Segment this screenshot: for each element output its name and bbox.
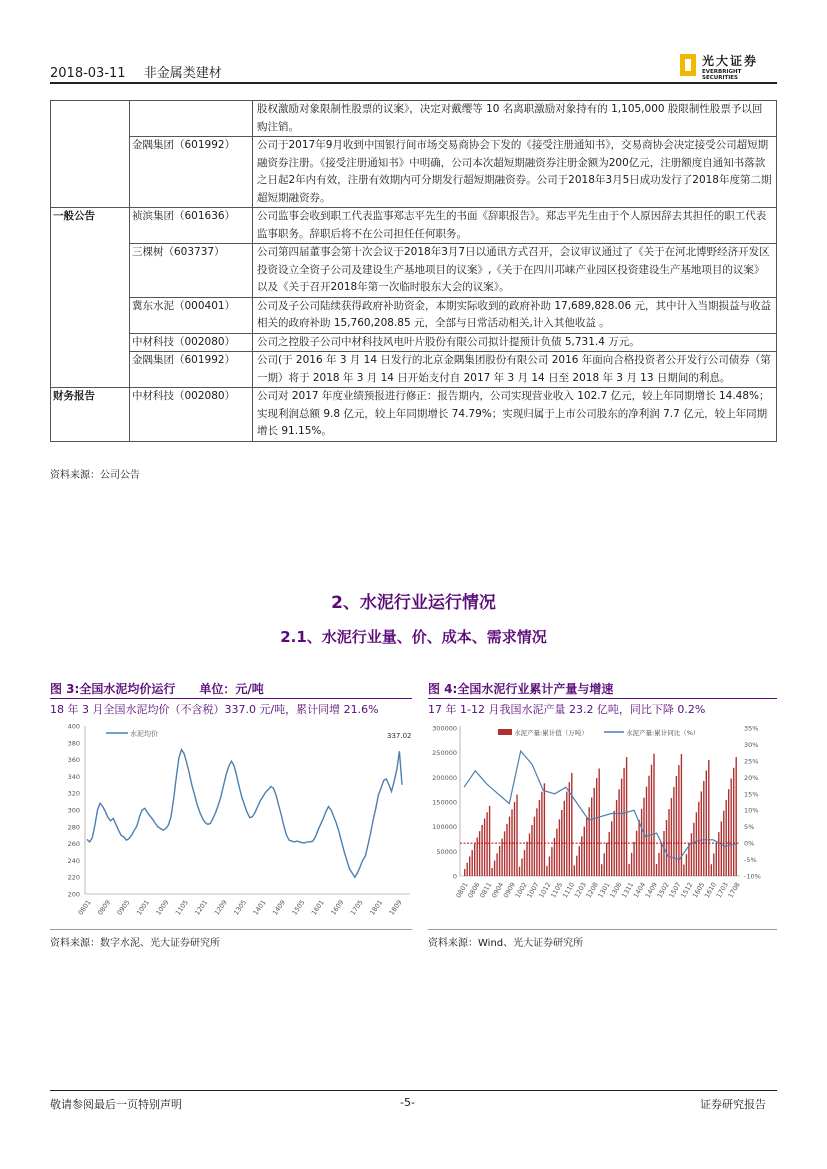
- fig3-x-tick-label: 1705: [348, 898, 365, 917]
- fig4-bar: [481, 825, 482, 876]
- fig4-bar: [491, 868, 492, 876]
- fig4-bar: [646, 787, 647, 876]
- fig4-bar: [569, 782, 570, 876]
- fig4-bar: [736, 757, 737, 876]
- table-cell-company: 冀东水泥（000401）: [130, 297, 253, 333]
- table-cell-company: 祯滨集团（601636）: [130, 208, 253, 244]
- fig4-bar: [472, 850, 473, 876]
- fig3-series-line: [87, 750, 402, 878]
- fig4-bar: [718, 832, 719, 876]
- fig3-title: 图 3:全国水泥均价运行 单位：元/吨: [50, 682, 264, 696]
- fig4-x-tick-label: 0811: [478, 881, 494, 900]
- footer-disclaimer: 敬请参阅最后一页特别声明: [50, 1098, 182, 1111]
- fig4-bar: [728, 789, 729, 876]
- fig4-x-tick-label: 0909: [501, 881, 518, 900]
- fig4-chart: [428, 716, 777, 928]
- fig4-bar: [638, 820, 639, 876]
- fig3-y-tick-label: 320: [67, 789, 80, 798]
- fig4-bar: [616, 800, 617, 876]
- fig4-bar: [663, 831, 664, 876]
- fig4-y-tick-label-left: 250000: [432, 749, 457, 758]
- fig3-y-tick-label: 260: [67, 840, 80, 849]
- report-date: 2018-03-11: [50, 66, 126, 81]
- fig3-y-tick-label: 400: [67, 722, 80, 731]
- fig4-bar: [676, 776, 677, 876]
- fig3-bottom-rule: [50, 929, 412, 930]
- fig3-x-tick-label: 1001: [134, 898, 151, 917]
- fig3-x-tick-label: 1105: [173, 898, 190, 917]
- fig4-bar: [648, 776, 649, 876]
- fig4-bar: [519, 867, 520, 876]
- fig4-bar: [643, 798, 644, 876]
- logo: [680, 52, 777, 80]
- fig4-legend-bar-swatch: [498, 729, 512, 735]
- fig4-x-tick-label: 1311: [620, 881, 636, 900]
- fig4-bar: [706, 771, 707, 877]
- fig3-chart: [50, 716, 412, 928]
- fig3-y-tick-label: 200: [67, 890, 80, 899]
- fig4-bar: [713, 854, 714, 877]
- fig4-bar: [623, 768, 624, 876]
- fig4-bar: [688, 844, 689, 876]
- fig4-x-tick-label: 1306: [608, 881, 624, 900]
- logo-en: EVERBRIGHT SECURITIES: [702, 69, 742, 81]
- fig4-bar: [526, 842, 527, 876]
- fig4-bar: [486, 812, 487, 876]
- fig4-bar: [544, 783, 545, 876]
- fig4-y-tick-label-right: 10%: [744, 806, 759, 815]
- fig4-bar: [708, 760, 709, 876]
- fig4-bar: [633, 842, 634, 876]
- fig4-bar: [733, 768, 734, 876]
- fig4-bar: [611, 821, 612, 876]
- fig4-bar: [653, 754, 654, 876]
- fig4-bar: [546, 866, 547, 876]
- fig4-bar: [516, 795, 517, 876]
- table-cell-type: [51, 101, 130, 208]
- fig3-annotation: 337.02: [387, 732, 412, 740]
- fig3-x-tick-label: 1009: [154, 898, 171, 917]
- fig4-title: 图 4:全国水泥行业累计产量与增速: [428, 682, 614, 696]
- fig4-bar: [494, 861, 495, 876]
- announcements-table: [50, 100, 777, 442]
- fig4-source: 资料来源：Wind、光大证券研究所: [428, 938, 584, 949]
- fig4-bar: [696, 812, 697, 876]
- fig4-bar: [693, 823, 694, 876]
- table-row: [51, 297, 777, 333]
- fig3-y-tick-label: 280: [67, 823, 80, 832]
- fig4-bar: [673, 787, 674, 876]
- table-row: [51, 388, 777, 442]
- fig4-bar: [668, 809, 669, 876]
- fig4-bar: [711, 864, 712, 876]
- fig4-bar: [531, 825, 532, 876]
- fig4-bar: [606, 843, 607, 876]
- fig4-bar: [469, 856, 470, 876]
- fig4-x-tick-label: 1002: [513, 881, 529, 900]
- table-cell-type: 财务报告: [51, 388, 130, 442]
- table-cell-company: 三棵树（603737）: [130, 244, 253, 298]
- fig4-bar: [509, 817, 510, 876]
- section-heading: 2、水泥行业运行情况: [331, 593, 496, 613]
- table-cell-content: 公司及子公司陆续获得政府补助资金，本期实际收到的政府补助 17,689,828.06 元，其中计入当期损益与收益相关的政府补助 15,760,208.85 元，全部与日常活动相关,计入其他收益 。: [253, 297, 777, 333]
- table-row: [51, 352, 777, 388]
- fig4-bar: [529, 833, 530, 876]
- fig4-bar: [534, 817, 535, 876]
- table-cell-content: 股权激励对象限制性股票的议案》，决定对戴缨等 10 名离职激励对象持有的 1,105,000 股限制性股票予以回购注销。: [253, 101, 777, 137]
- fig3-x-tick-label: 1809: [387, 898, 404, 917]
- fig3-x-tick-label: 1201: [193, 898, 210, 917]
- fig4-x-tick-label: 1208: [584, 881, 600, 900]
- fig3-x-tick-label: 0809: [96, 898, 113, 917]
- fig4-bar: [514, 802, 515, 876]
- fig4-bar: [579, 846, 580, 876]
- fig4-y-tick-label-left: 0: [452, 872, 457, 881]
- fig3-y-tick-label: 340: [67, 772, 80, 781]
- fig4-bar: [591, 798, 592, 877]
- fig4-bar: [594, 788, 595, 876]
- fig4-bar: [604, 854, 605, 877]
- logo-mark-icon: [680, 54, 696, 76]
- fig4-x-tick-label: 1404: [631, 881, 648, 900]
- fig4-bar: [589, 807, 590, 876]
- fig4-y-tick-label-left: 100000: [432, 823, 457, 832]
- table-row: [51, 208, 777, 244]
- fig4-x-tick-label: 1512: [679, 881, 695, 900]
- fig4-bar: [521, 859, 522, 877]
- fig4-title-rule: [428, 698, 777, 699]
- fig4-y-tick-label-right: 5%: [744, 823, 755, 832]
- fig4-bar: [549, 857, 550, 877]
- fig4-x-tick-label: 1605: [691, 881, 707, 900]
- table-row: [51, 244, 777, 298]
- fig3-title-rule: [50, 698, 412, 699]
- footer-page-number: -5-: [400, 1096, 415, 1109]
- fig3-x-tick-label: 1305: [232, 898, 249, 917]
- fig4-x-tick-label: 1012: [537, 881, 553, 900]
- fig4-y-tick-label-right: 20%: [744, 773, 759, 782]
- fig4-y-tick-label-right: 15%: [744, 790, 759, 799]
- fig4-subtitle: 17 年 1-12 月我国水泥产量 23.2 亿吨，同比下降 0.2%: [428, 703, 706, 716]
- fig4-bar: [631, 853, 632, 876]
- fig4-bar: [618, 789, 619, 876]
- fig4-bar: [496, 853, 497, 876]
- fig4-bar: [641, 809, 642, 876]
- fig4-bar: [566, 792, 567, 877]
- fig3-y-tick-label: 300: [67, 806, 80, 815]
- fig4-bar: [584, 827, 585, 876]
- fig4-bar: [628, 864, 629, 876]
- fig4-bar: [564, 801, 565, 876]
- fig4-y-tick-label-left: 300000: [432, 724, 457, 733]
- fig4-bar: [489, 806, 490, 876]
- fig4-x-tick-label: 1708: [726, 881, 742, 900]
- fig4-bar: [656, 864, 657, 876]
- fig4-bar: [686, 854, 687, 876]
- fig4-y-tick-label-right: -10%: [744, 872, 761, 881]
- fig4-bar: [658, 853, 659, 876]
- fig4-bar: [726, 800, 727, 876]
- footer-divider: [50, 1090, 777, 1091]
- fig4-bar: [464, 869, 465, 876]
- report-sector: 非金属类建材: [143, 66, 222, 81]
- fig3-x-tick-label: 0801: [76, 898, 93, 917]
- fig4-bar: [581, 836, 582, 876]
- fig4-bottom-rule: [428, 929, 777, 930]
- fig4-x-tick-label: 1110: [560, 881, 577, 900]
- fig4-x-tick-label: 1409: [643, 881, 659, 900]
- fig3-y-tick-label: 220: [67, 873, 80, 882]
- fig4-bar: [554, 838, 555, 876]
- fig4-y-tick-label-right: -5%: [744, 856, 757, 865]
- fig4-bar: [506, 824, 507, 876]
- fig4-bar: [539, 800, 540, 876]
- fig4-bar: [609, 832, 610, 876]
- fig4-bar: [671, 798, 672, 876]
- fig3-y-tick-label: 360: [67, 756, 80, 765]
- fig3-x-tick-label: 1601: [309, 898, 326, 917]
- table-cell-company: 中材科技（002080）: [130, 333, 253, 352]
- fig4-bar: [666, 820, 667, 876]
- fig4-x-tick-label: 1203: [572, 881, 588, 900]
- fig4-bar: [661, 842, 662, 876]
- fig4-bar: [556, 829, 557, 876]
- fig4-y-tick-label-right: 25%: [744, 757, 759, 766]
- fig4-x-tick-label: 1105: [549, 881, 565, 900]
- fig4-bar: [504, 831, 505, 876]
- fig4-bar: [551, 847, 552, 876]
- fig4-bar: [511, 809, 512, 876]
- fig4-bar: [596, 778, 597, 876]
- fig4-y-tick-label-left: 150000: [432, 798, 457, 807]
- table-cell-company: 中材科技（002080）: [130, 388, 253, 442]
- logo-cn: 光大证券: [702, 54, 759, 68]
- table-cell-company: 金隅集团（601992）: [130, 352, 253, 388]
- fig3-x-tick-label: 1409: [270, 898, 288, 917]
- table-cell-content: 公司于2017年9月收到中国银行间市场交易商协会下发的《接受注册通知书》，交易商协会决定接受公司超短期融资券注册。《接受注册通知书》中明确，公司本次超短期融资券注册金额为200亿元，注册额度自通知书落款之日起2年内有效，注册有效期内可分期发行超短期融资券。公司于2018年3月5日成功发行了2018年度第二期超短期融资券。: [253, 137, 777, 208]
- fig4-bar: [574, 865, 575, 876]
- table-cell-content: 公司(于 2016 年 3 月 14 日发行的北京金隅集团股份有限公司 2016 年面向合格投资者公开发行公司债券（第一期）将于 2018 年 3 月 14 日开始支付自 2017 年 3 月 14 日至 2018 年 3 月 13 日期间的利息。: [253, 352, 777, 388]
- fig4-bar: [651, 765, 652, 876]
- fig4-bar: [621, 779, 622, 877]
- table-source: 资料来源：公司公告: [50, 470, 140, 481]
- table-row: [51, 101, 777, 137]
- fig4-bar: [541, 792, 542, 876]
- fig4-y-tick-label-left: 200000: [432, 773, 457, 782]
- fig4-bar: [691, 833, 692, 876]
- fig4-bar: [571, 773, 572, 876]
- fig3-subtitle: 18 年 3 月全国水泥均价（不含税）337.0 元/吨，累计同增 21.6%: [50, 703, 379, 716]
- fig3-y-tick-label: 380: [67, 739, 80, 748]
- table-cell-company: [130, 101, 253, 137]
- fig4-bar: [586, 817, 587, 876]
- fig4-x-tick-label: 1007: [525, 881, 541, 900]
- table-cell-content: 公司对 2017 年度业绩预报进行修正：报告期内，公司实现营业收入 102.7 亿元，较上年同期增长 14.48%；实现利润总额 9.8 亿元，较上年同期增长 74.79%；实现归属于上市公司股东的净利润 7.7 亿元，较上年同期增长 91.15%。: [253, 388, 777, 442]
- table-cell-type: 一般公告: [51, 208, 130, 388]
- fig4-bar: [716, 843, 717, 876]
- table-cell-content: 公司之控股子公司中材科技风电叶片股份有限公司拟计提预计负债 5,731.4 万元。: [253, 333, 777, 352]
- fig4-bar: [636, 831, 637, 876]
- fig4-bar: [501, 839, 502, 876]
- fig4-x-tick-label: 0904: [490, 881, 506, 900]
- fig3-x-tick-label: 1801: [368, 898, 385, 917]
- fig3-legend-label: 水泥均价: [130, 730, 158, 738]
- fig4-bar: [536, 808, 537, 876]
- fig3-x-tick-label: 1209: [212, 898, 229, 917]
- fig4-bar: [703, 781, 704, 876]
- fig4-x-tick-label: 1507: [667, 881, 683, 900]
- fig4-x-tick-label: 1502: [655, 881, 671, 900]
- header-date-sector: [50, 62, 222, 81]
- fig4-legend-bar-label: 水泥产量:累计值（万吨）: [514, 729, 588, 737]
- fig4-bar: [701, 791, 702, 876]
- fig4-bar: [731, 779, 732, 877]
- fig4-y-tick-label-right: 0%: [744, 839, 755, 848]
- fig4-bar: [484, 819, 485, 876]
- fig4-bar: [626, 757, 627, 876]
- fig4-y-tick-label-right: 35%: [744, 724, 759, 733]
- table-cell-content: 公司第四届董事会第十次会议于2018年3月7日以通讯方式召开，会议审议通过了《关于在河北博野经济开发区投资设立全资子公司及建设生产基地项目的议案》,《关于在四川邛崃产业园区投资建设生产基地项目的议案》以及《关于召开2018年第一次临时股东大会的议案》。: [253, 244, 777, 298]
- fig4-y-tick-label-right: 30%: [744, 740, 759, 749]
- fig4-legend-line-label: 水泥产量:累计同比（%）: [626, 729, 700, 737]
- header-divider: [50, 82, 777, 84]
- fig3-x-tick-label: 0905: [115, 898, 132, 917]
- subsection-heading: 2.1、水泥行业量、价、成本、需求情况: [280, 628, 547, 646]
- table-cell-content: 公司监事会收到职工代表监事郑志平先生的书面《辞职报告》。郑志平先生由于个人原因辞去其担任的职工代表监事职务。辞职后将不在公司担任任何职务。: [253, 208, 777, 244]
- fig4-bar: [599, 769, 600, 877]
- fig4-bar: [499, 846, 500, 876]
- footer-report-type: 证券研究报告: [700, 1098, 766, 1111]
- fig4-bar: [683, 865, 684, 877]
- fig4-bar: [524, 850, 525, 876]
- table-row: [51, 137, 777, 208]
- fig4-bar: [559, 819, 560, 876]
- fig4-x-tick-label: 1301: [596, 881, 612, 900]
- fig3-source: 资料来源：数字水泥、光大证券研究所: [50, 938, 220, 949]
- fig4-bar: [698, 802, 699, 876]
- table-cell-company: 金隅集团（601992）: [130, 137, 253, 208]
- fig4-x-tick-label: 1610: [702, 881, 719, 900]
- fig4-bar: [601, 864, 602, 876]
- fig4-bar: [474, 844, 475, 876]
- fig3-x-tick-label: 1505: [290, 898, 307, 917]
- fig4-x-tick-label: 1703: [714, 881, 730, 900]
- fig3-x-tick-label: 1609: [329, 898, 346, 917]
- fig4-x-tick-label: 0806: [466, 881, 482, 900]
- fig3-x-tick-label: 1401: [251, 898, 268, 917]
- fig4-y-tick-label-left: 50000: [436, 847, 457, 856]
- fig4-bar: [721, 821, 722, 876]
- fig4-bar: [479, 831, 480, 876]
- fig3-y-tick-label: 240: [67, 856, 80, 865]
- fig4-bar: [467, 863, 468, 876]
- fig4-x-tick-label: 0801: [454, 881, 470, 900]
- table-row: [51, 333, 777, 352]
- fig4-bar: [576, 856, 577, 876]
